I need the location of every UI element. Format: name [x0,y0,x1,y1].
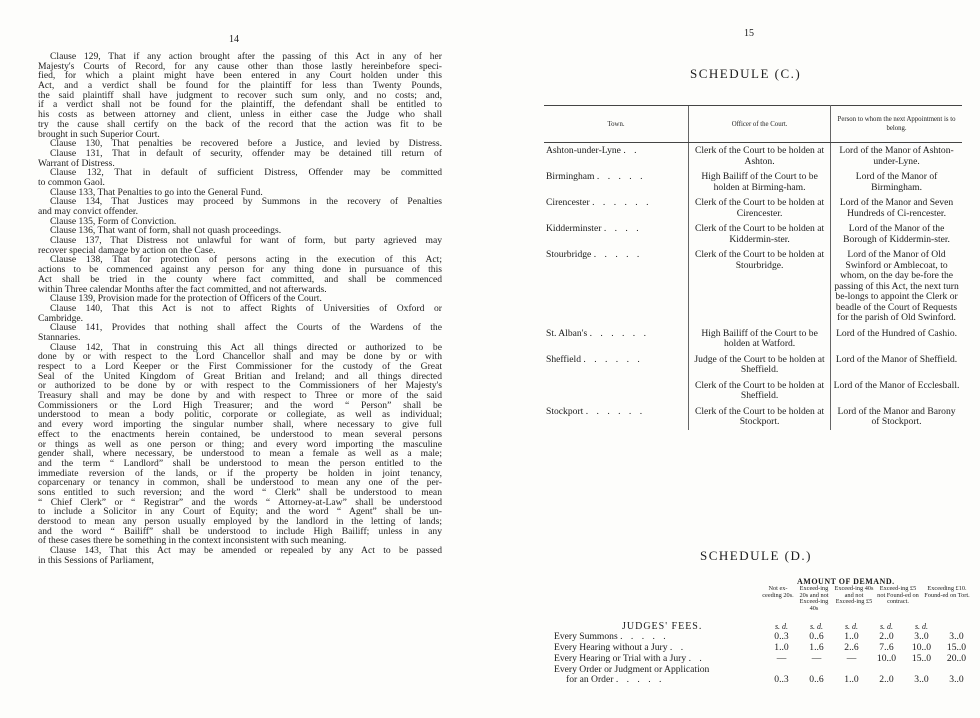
fee-value: 0..3 [774,674,789,685]
text-line: derstood to mean any person usually employed by the landlord in the letting of lands; [38,517,442,527]
unit-label: s. d. [774,622,789,631]
text-line: in this Sessions of Parliament, [38,555,154,566]
text-line: Stannaries. [38,332,81,343]
text-line: Clause 133, That Penalties to go into the General Fund. [50,187,263,198]
town-cell [544,195,689,221]
schedule-c-title: SCHEDULE (C.) [690,66,802,81]
text-line: done by or with respect to the Lord Chancellor shall and may be done by or with [38,352,442,362]
fee-row [554,642,686,653]
town-name: St. Alban's [546,327,588,339]
officer-cell: High Bailiff of the Court to be holden at Watford. [689,326,831,352]
leader-dots: . . . . . . [589,327,649,339]
town-name: Birmingham [546,171,595,182]
fee-value: 1..6 [809,642,824,653]
text-line: gender shall, where necessary, be understood to mean a female as well as a male; [38,449,442,459]
text-line: of these cases there be something in the context inconsistent with such meaning. [38,536,347,547]
fee-value: 1..0 [774,642,789,653]
text-line: Clause 135, Form of Conviction. [50,216,177,227]
fee-value: 0..6 [809,631,824,642]
schedule-c-row [544,326,962,352]
schedule-c-row [544,352,962,378]
fee-row [566,674,664,685]
text-line: and the term “ Landlord” shall be understood to mean the person entitled to the [38,458,442,469]
text-line: and may convict offender. [38,207,138,217]
text-line: effect to the enactments herein contained, be understood to mean several persons [38,429,442,440]
text-line: Cambridge. [38,313,84,324]
text-line: Majesty's Courts of Record, for any cause other than those lastly hereinbefore speci- [38,61,442,72]
unit-label: s. d. [809,622,824,631]
text-line: to include a Solicitor in any Court of Equity; and the word “ Agent” shall be un- [38,507,442,517]
text-line: Clause 131, That in default of security, offender may be detained till return of [50,148,442,159]
page-number-right: 15 [744,28,754,39]
text-line: Clause 142, That in construing this Act all things directed or authorized to be [50,342,442,353]
fee-label: Every Hearing or Trial with a Jury [554,653,687,664]
town-cell [544,247,689,326]
fee-value: 20..0 [946,653,967,664]
right-page [492,0,980,718]
text-line: to common Gaol. [38,177,105,188]
appointee-cell: Lord of the Hundred of Cashio. [836,327,958,339]
text-line: coparcenary or tenancy in common, shall be understood to mean any one of the per- [38,478,442,488]
text-line: Clause 140, That this Act is not to affect Rights of Universities of Oxford or [50,303,442,314]
town-cell [544,352,689,378]
town-name: Sheffield [546,353,581,365]
text-line: Act shall be tried in the county where fact committed, and shall be commenced [38,274,442,285]
leader-dots: . . . . . [620,631,669,642]
fee-value: 10..0 [876,653,897,664]
officer-cell: Clerk of the Court to be holden at Stockport. [689,404,831,430]
text-line: Clause 129, That if any action brought after the passing of this Act in any of her [50,52,442,62]
fee-value: 3..0 [949,674,964,685]
fee-row [554,653,705,664]
schedule-c-table [544,105,962,430]
text-line: actions to be commenced against any person for any thing done in pursuance of this [38,265,442,275]
fee-value: 1..0 [844,674,859,685]
officer-cell: Clerk of the Court to be holden at Stourbridge. [689,247,831,326]
officer-cell: High Bailiff of the Court to be holden at Birming-ham. [689,169,831,195]
town-name: Stourbridge [546,249,592,260]
town-cell [544,326,689,352]
fee-values [764,674,974,685]
leader-dots: . . . . . . [585,405,646,417]
fee-value: — [811,653,822,664]
text-line: Clause 138, That for protection of persons acting in the execution of this Act; [50,255,442,266]
appointee-cell: Lord of the Manor of Ashton-under-Lyne. [839,145,954,167]
text-line: sons entitled to such reversion; and the word “ Clerk” shall be understood to mean [38,487,442,498]
town-cell [544,143,689,170]
leader-dots: . . . . . . [583,353,643,365]
town-cell [544,378,689,404]
fee-label: Every Hearing without a Jury [554,642,668,653]
text-line: Act, and a verdict shall be found for the plaintiff for less than Twenty Pounds, [38,81,442,91]
amount-header: Exceed-ing £5 not Found-ed on contract. [877,585,919,606]
leader-dots: . . . . [603,223,642,234]
text-line: Commissioners or the Lord High Treasurer; and the word “ Person” shall be [38,400,442,411]
text-line: or authorized to be done by or with respect to the Commissioners of her Majesty's [38,381,442,392]
appointee-cell: Lord of the Manor and Barony of Stockport. [837,405,956,427]
text-line: Clause 130, That penalties be recovered before a Justice, and levied by Distress. [50,139,442,149]
schedule-c-row [544,221,962,247]
fee-value: 1..0 [844,631,859,642]
text-line: Clause 137, That Distress not unlawful for want of form, but party agrieved may [50,236,442,246]
town-name: Ashton-under-Lyne [546,145,621,156]
text-line: “ Chief Clerk” or “ Registrar” and the words “ Attorney-at-Law” shall be understood [38,497,442,508]
text-line: Clause 139, Provision made for the protection of Officers of the Court. [50,294,322,304]
unit-label: s. d. [879,622,894,631]
amount-header: Exceed-ing 20s and not Exceed-ing 40s [799,585,829,612]
appointee-cell: Lord of the Manor of the Borough of Kiddermin-ster. [843,223,950,245]
leader-dots: . . . . . [596,171,646,182]
amount-header: Exceeding £10. Found-ed on Tort. [924,585,970,599]
schedule-c-row [544,378,962,404]
text-line: Seal of the United Kingdom of Great Britian and Ireland; and all things directed [38,371,442,382]
text-line: recover special damage by action on the Case. [38,245,216,256]
header-town: Town. [544,106,689,143]
text-line: his costs as between attorney and client, unless in either case the Judge who shall [38,110,442,120]
fee-value: 15..0 [946,642,967,653]
fee-label: Every Summons [554,631,618,642]
text-line: Clause 132, That in default of sufficient Distress, Offender may be committed [50,168,442,178]
text-line: understood to mean a body politic, corporate or collegiate, as well as individual; [38,410,442,421]
appointee-cell: Lord of the Manor of Old Swinford or Amblecoat, to whom, on the day be-fore the passing of this Act, the next turn be-longs to appoint the Clerk or beadle of the Court of Requests for the parish of Old Swinford. [834,249,959,323]
appointee-cell: Lord of the Manor of Sheffield. [835,353,958,365]
text-line: Clause 141, Provides that nothing shall affect the Courts of the Wardens of the [50,323,442,333]
fee-value: 0..6 [809,674,824,685]
text-line: immediate reversion of the lands, or if the property be holden in joint tenancy, [38,468,442,479]
leader-dots: . . . . . [593,249,643,260]
fee-value: 2..0 [879,631,894,642]
text-line: Warrant of Distress. [38,158,115,169]
fee-row [554,631,669,642]
town-name: Cirencester [546,197,590,208]
text-line: fied, for which a plaint might have been entered in any Court holden under this [38,71,442,82]
officer-cell: Judge of the Court to be holden at Sheffield. [689,352,831,378]
text-line: brought in such Superior Court. [38,129,160,140]
unit-label: s. d. [844,622,859,631]
schedule-c-row [544,404,962,430]
amount-of-demand-title: AMOUNT OF DEMAND. [797,577,895,586]
officer-cell: Clerk of the Court to be holden at Sheffield. [689,378,831,404]
fee-value: — [846,653,857,664]
schedule-d-title: SCHEDULE (D.) [700,548,812,563]
fee-values [764,653,974,664]
leader-dots: . . [623,145,640,156]
text-line: Clause 136, That want of form, shall not quash proceedings. [50,226,282,237]
town-cell [544,221,689,247]
fee-value: 3..0 [914,674,929,685]
town-cell [544,169,689,195]
schedule-c-row [544,195,962,221]
clauses-text [38,52,442,565]
header-appointee: Person to whom the next Appointment is to belong. [831,106,962,143]
fee-values [764,631,974,642]
text-line: Treasury shall and may be done by and with respect to Three or more of the said [38,391,442,401]
page-number-left: 14 [229,34,239,45]
fee-value: 15..0 [911,653,932,664]
text-line: the said plaintiff shall have judgment to recover such sum only, and no costs; and, [38,90,442,101]
fee-value: 7..6 [879,642,894,653]
schedule-c-row [544,169,962,195]
leader-dots: . . . . . [615,674,665,685]
officer-cell: Clerk of the Court to be holden at Ashton. [689,143,831,170]
amount-header: Exceed-ing 40s and not Exceed-ing £5 [834,585,874,606]
appointee-cell: Lord of the Manor of Ecclesball. [833,379,960,391]
appointee-cell: Lord of the Manor and Seven Hundreds of Ci-rencester. [839,197,954,219]
schedule-c-row [544,247,962,326]
unit-label: s. d. [914,622,929,631]
fee-value: — [776,653,787,664]
town-name: Kidderminster [546,223,602,234]
judges-fees-label: JUDGES' FEES. [622,621,703,632]
fee-value: 0..3 [774,631,789,642]
town-name: Stockport [546,405,584,417]
leader-dots: . . . . . . [592,197,652,208]
fee-value: 2..6 [844,642,859,653]
currency-units-row [764,622,939,631]
appointee-cell: Lord of the Manor of Birmingham. [855,171,938,193]
text-line: within Three calendar Months after the fact committed, and not afterwards. [38,284,327,295]
text-line: if a verdict shall not be found for the plaintiff, the defendant shall be entitled to [38,100,442,111]
leader-dots: . . [688,653,705,664]
officer-cell: Clerk of the Court to be holden at Kiddermin-ster. [689,221,831,247]
text-line: Clause 143, That this Act may be amended or repealed by any Act to be passed [50,546,442,556]
fee-value: 10..0 [911,642,932,653]
officer-cell: Clerk of the Court to be holden at Cirencester. [689,195,831,221]
fee-label: Every Order or Judgment or Application [554,664,710,675]
fee-values [764,642,974,653]
text-line: and every word importing the singular number shall, where necessary to give full [38,420,442,430]
text-line: and the word “ Bailiff” shall be understood to include High Bailiff; unless in any [38,526,442,537]
text-line: respect to a Lord Keeper or the First Commissioner for the custody of the Great [38,362,442,372]
text-line: Clause 134, That Justices may proceed by Summons in the recovery of Penalties [50,197,442,207]
leader-dots: . . [669,642,687,653]
text-line: try the cause shall certify on the back of the record that the action was fit to be [38,119,442,130]
fee-label: for an Order [566,674,614,685]
fee-value: 3..0 [914,631,929,642]
schedule-c-row [544,143,962,170]
fee-value: 2..0 [879,674,894,685]
amount-header: Not ex-ceeding 20s. [762,585,794,599]
schedule-c-header-row [544,106,962,143]
header-officer: Officer of the Court. [689,106,831,143]
town-cell [544,404,689,430]
fee-value: 3..0 [949,631,964,642]
text-line: or things as well as one person or thing; and every word importing the masculine [38,439,442,450]
